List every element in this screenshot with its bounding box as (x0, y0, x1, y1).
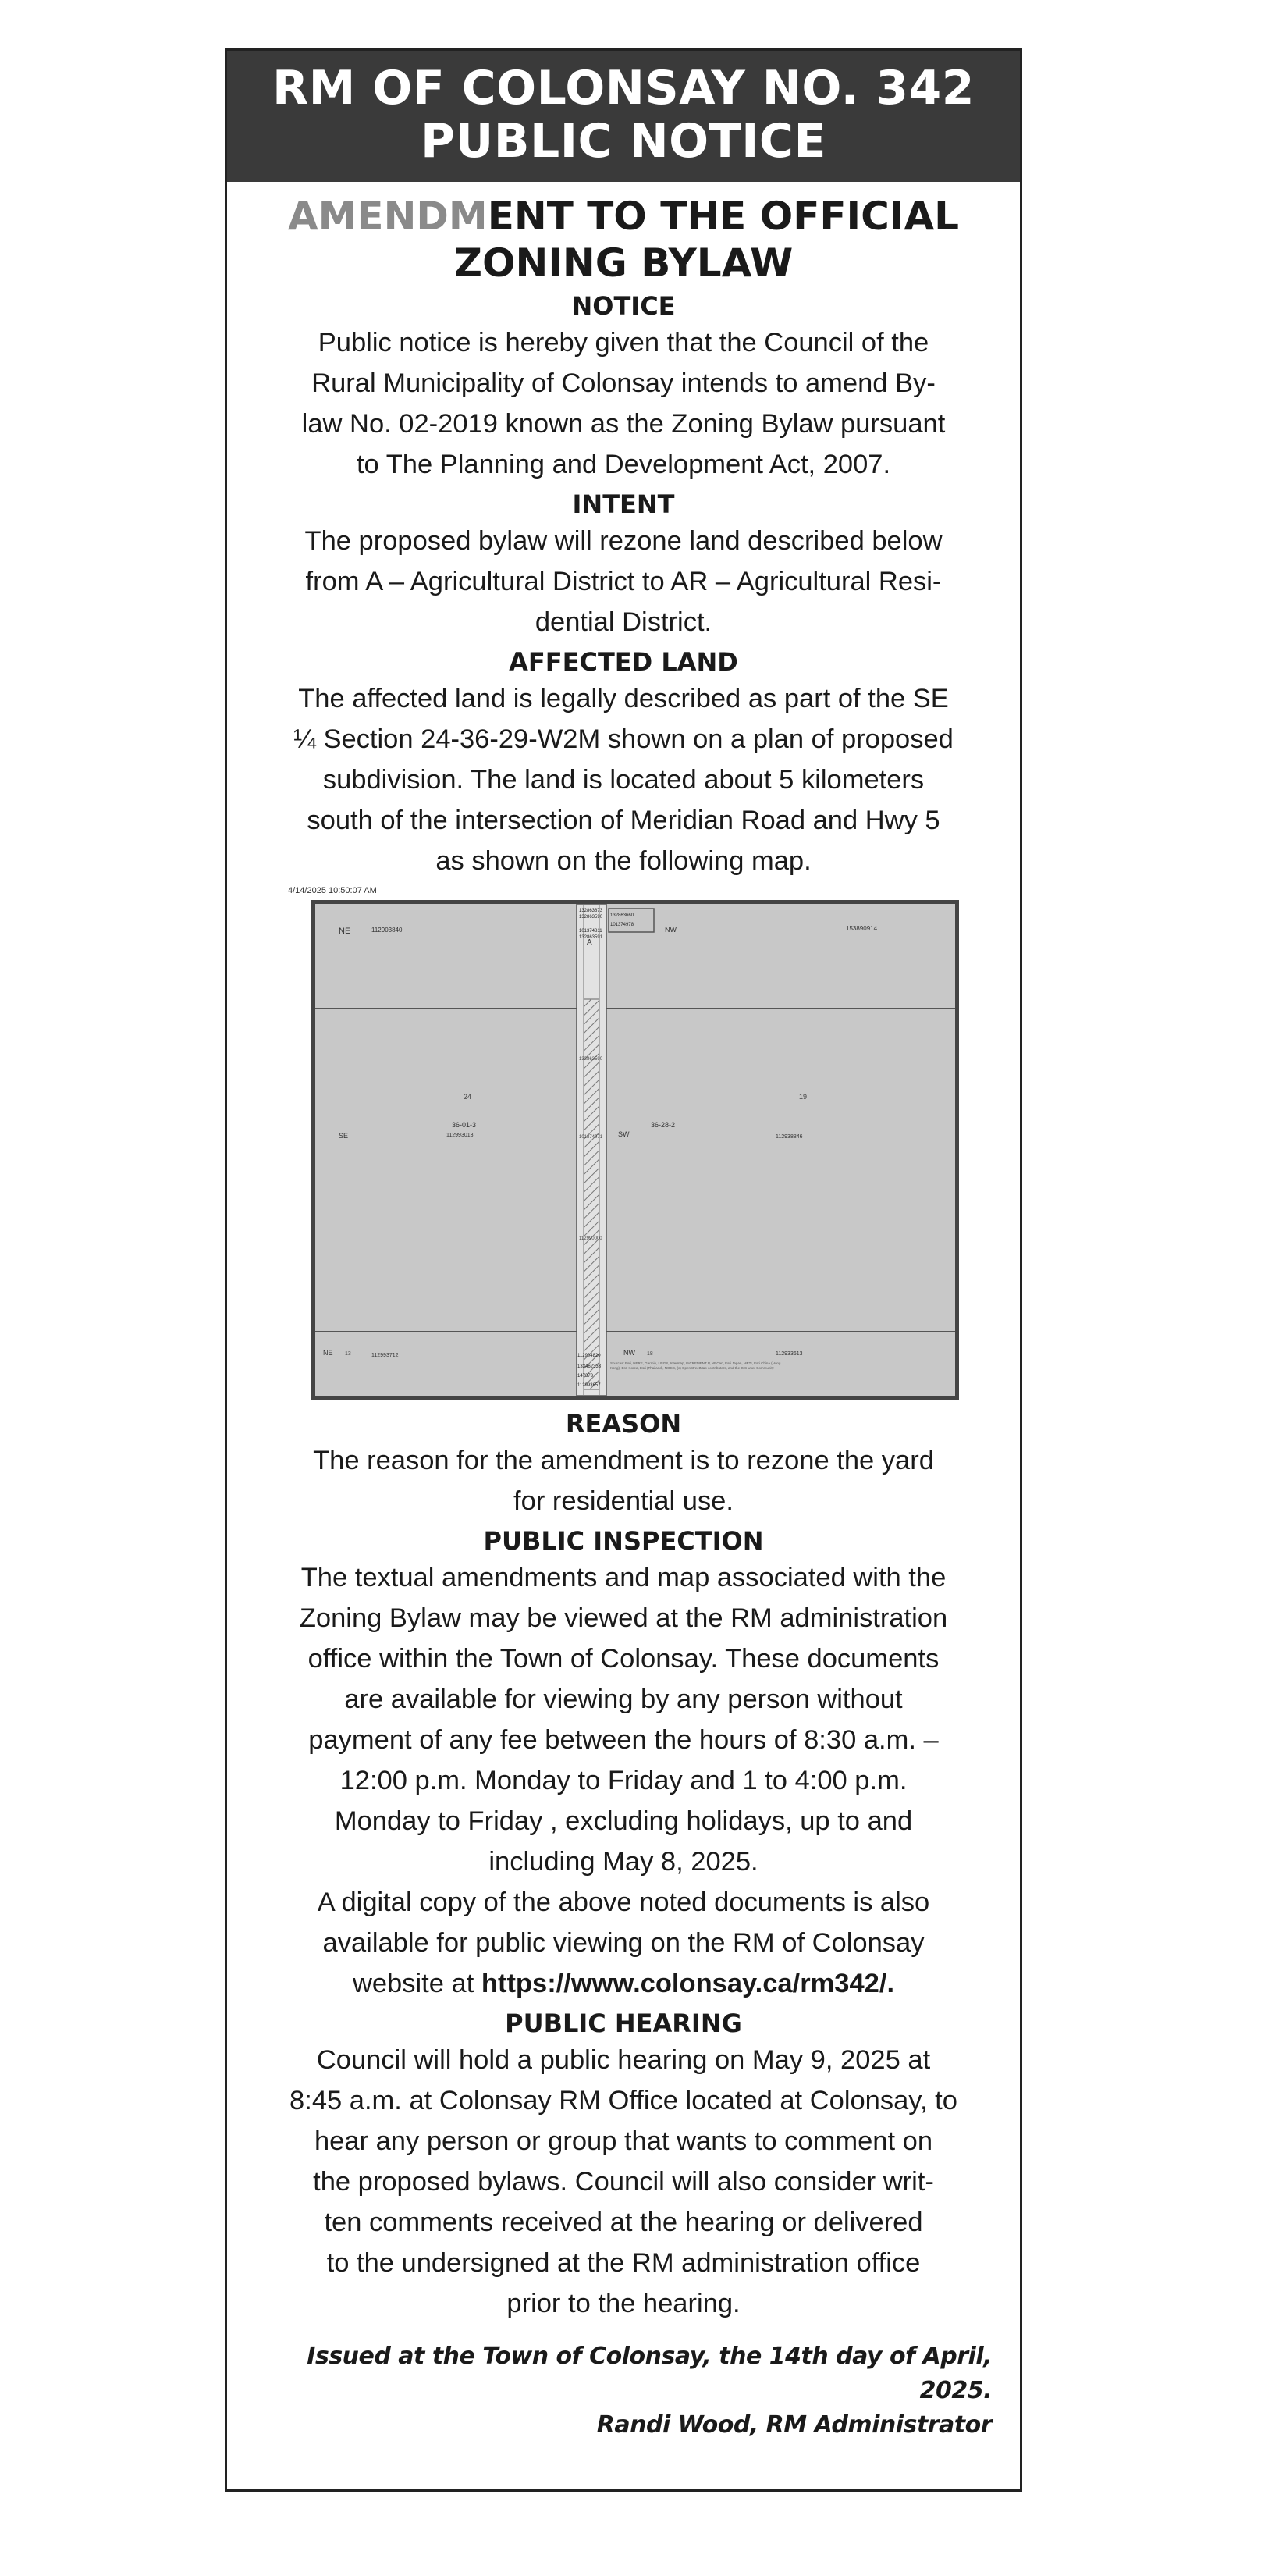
map-credit-wrap (610, 1361, 790, 1393)
location-map-figure (288, 886, 959, 1401)
text-line: The reason for the amendment is to rezone the yard (313, 1446, 934, 1475)
public-inspection-text (247, 1557, 1000, 2004)
map-label-parcel-right: 112938846 (776, 1134, 803, 1140)
text-line: Rural Municipality of Colonsay intends to amend By- (311, 368, 936, 398)
text-line: to The Planning and Development Act, 2007. (356, 450, 891, 479)
map-label-ne-bottom: NE (323, 1349, 333, 1357)
text-line: Zoning Bylaw may be viewed at the RM administration (299, 1603, 948, 1633)
notice-text (247, 322, 1000, 485)
map-label-sec-13: 13 (345, 1351, 351, 1357)
map-credit: Sources: Esri, HERE, Garmin, USGS, Intermap, INCREMENT P, NRCan, Esri Japan, METI, Esri China (Hong Kong), Esri Korea, Esri (Thailand), NGCC, (c) OpenStreetMap contributors, and the GIS User Community (610, 1361, 781, 1370)
text-line: A digital copy of the above noted documents is also (317, 1888, 930, 1917)
notice-banner (227, 51, 1020, 182)
public-notice (225, 48, 1022, 2492)
map-label-strip: 112990000 (579, 1236, 602, 1241)
public-notice-heading: PUBLIC NOTICE (421, 114, 826, 169)
map-label-zone-left: 36-01-3 (452, 1121, 477, 1129)
amendment-title-faint: AMENDM (287, 194, 488, 239)
text-line: are available for viewing by any person without (344, 1685, 903, 1714)
amendment-title (247, 193, 1000, 286)
map-label-parcel-left: 112993013 (446, 1133, 474, 1138)
text-line: as shown on the following map. (435, 846, 812, 876)
map-label-strip: 132863873 (579, 909, 603, 913)
text-line: ¼ Section 24-36-29-W2M shown on a plan of proposed (293, 724, 954, 754)
map-label-sec-24: 24 (464, 1093, 472, 1101)
text-line: to the undersigned at the RM administration office (326, 2248, 921, 2278)
rm-name-heading: RM OF COLONSAY NO. 342 (272, 61, 975, 116)
map-label-sec-19: 19 (799, 1093, 808, 1101)
map-drawing (315, 904, 955, 1396)
text-line: Monday to Friday , excluding holidays, up to and (334, 1806, 913, 1836)
issued-line: Issued at the Town of Colonsay, the 14th day of April, 2025. (307, 2343, 992, 2404)
map-label-box: 132863660 (610, 913, 634, 918)
amendment-title-line2: ZONING BYLAW (453, 240, 794, 286)
map-label-parcel-tl: 112903840 (371, 927, 403, 934)
location-map (311, 900, 959, 1400)
text-line: payment of any fee between the hours of 8:30 a.m. – (308, 1725, 939, 1755)
website-line (247, 1963, 1000, 2004)
text-line: subdivision. The land is located about 5 kilometers (322, 765, 925, 795)
map-label-parcel-tr: 153890914 (846, 925, 878, 932)
text-line: from A – Agricultural District to AR – Agricultural Resi- (305, 567, 942, 596)
text-line: Public notice is hereby given that the Council of the (318, 328, 929, 358)
website-link[interactable]: https://www.colonsay.ca/rm342/. (481, 1969, 895, 1998)
notice-body (227, 193, 1020, 2324)
text-line: south of the intersection of Meridian Road and Hwy 5 (307, 806, 940, 835)
intent-text (247, 521, 1000, 642)
text-line: Council will hold a public hearing on May 9, 2025 at (316, 2045, 931, 2075)
map-label-zone-right: 36-28-2 (651, 1121, 676, 1129)
text-line: hear any person or group that wants to comment on (314, 2126, 933, 2156)
map-label-sw: SW (618, 1130, 630, 1138)
public-hearing-heading: PUBLIC HEARING (505, 2008, 742, 2038)
map-label-box: 101374978 (610, 923, 634, 927)
map-label-strip: 101374811 (579, 929, 602, 934)
map-label-strip: 132863590 (579, 915, 603, 920)
map-label-nw-top: NW (665, 926, 677, 934)
affected-land-heading: AFFECTED LAND (509, 647, 738, 677)
affected-land-text (247, 678, 1000, 881)
text-line: prior to the hearing. (506, 2289, 741, 2318)
map-label-sec-18: 18 (647, 1351, 653, 1357)
text-line: available for public viewing on the RM of Colonsay (322, 1928, 925, 1958)
text-line: 8:45 a.m. at Colonsay RM Office located at Colonsay, to (289, 2086, 957, 2115)
public-inspection-heading: PUBLIC INSPECTION (483, 1526, 764, 1556)
map-label-strip: 101374971 (579, 1135, 603, 1140)
map-background (315, 904, 955, 1396)
map-label-lot-a: A (587, 938, 592, 947)
map-label-bottom: 133462333 (577, 1364, 602, 1369)
map-label-ne-top: NE (339, 927, 351, 936)
map-label-bottom: 147373 (577, 1374, 594, 1379)
text-line: office within the Town of Colonsay. These documents (307, 1644, 940, 1674)
map-label-nw-bottom: NW (623, 1349, 635, 1357)
text-line: The textual amendments and map associated with the (300, 1563, 947, 1592)
administrator-line: Randi Wood, RM Administrator (596, 2411, 992, 2439)
map-label-se: SE (339, 1132, 349, 1140)
text-line: law No. 02-2019 known as the Zoning Bylaw pursuant (301, 409, 946, 439)
text-line: the proposed bylaws. Council will also consider writ- (313, 2167, 934, 2197)
website-prefix: website at (352, 1969, 481, 1998)
text-line: The proposed bylaw will rezone land described below (304, 526, 943, 556)
text-line: 12:00 p.m. Monday to Friday and 1 to 4:00 p.m. (339, 1766, 908, 1795)
text-line: The affected land is legally described as part of the SE (298, 684, 949, 713)
text-line: ten comments received at the hearing or delivered (324, 2208, 923, 2237)
map-label-parcel-br: 112933613 (776, 1351, 803, 1357)
text-line: dential District. (535, 607, 712, 637)
text-line: including May 8, 2025. (488, 1847, 758, 1877)
map-label-bottom: 112904820 (577, 1354, 601, 1358)
signature-block (227, 2339, 1020, 2443)
amendment-title-rest: ENT TO THE OFFICIAL (487, 194, 960, 239)
reason-text (247, 1440, 1000, 1521)
amendment-title-line1 (247, 193, 1000, 240)
map-timestamp: 4/14/2025 10:50:07 AM (288, 886, 377, 895)
reason-heading: REASON (565, 1409, 682, 1439)
intent-heading: INTENT (572, 489, 675, 519)
map-label-strip: 132863591 (579, 935, 603, 940)
map-label-parcel-bl: 112993712 (371, 1353, 399, 1358)
public-hearing-text (247, 2040, 1000, 2324)
text-line: for residential use. (513, 1486, 734, 1516)
notice-heading: NOTICE (571, 291, 676, 321)
map-label-bottom: 112993657 (577, 1383, 601, 1388)
map-label-strip: 132863590 (579, 1057, 603, 1062)
